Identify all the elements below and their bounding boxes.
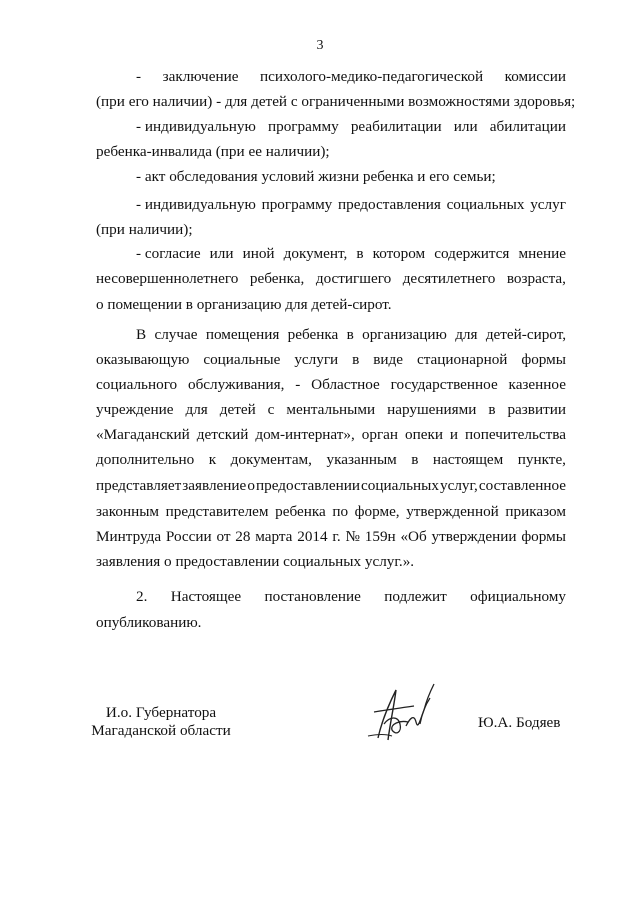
word: в xyxy=(356,245,364,262)
signatory-position-line1: И.о. Губернатора xyxy=(105,704,217,721)
word: социальных xyxy=(446,196,525,213)
word: Минтруда xyxy=(96,528,162,545)
word: Настоящее xyxy=(170,588,242,605)
text-line: ребенка-инвалида (при ее наличии); xyxy=(96,143,330,160)
word: с xyxy=(267,401,275,418)
text-line xyxy=(96,503,566,521)
word: формы xyxy=(521,528,566,545)
word: законным xyxy=(96,503,160,520)
word: абилитации xyxy=(489,118,566,135)
signatory-position xyxy=(86,704,236,740)
word: социальных xyxy=(361,477,439,494)
text-line xyxy=(136,118,566,136)
word: настоящем xyxy=(432,451,504,468)
text-line xyxy=(136,245,566,263)
word: указанным xyxy=(326,451,397,468)
text-line: заявления о предоставлении социальных услуг.». xyxy=(96,553,415,570)
word: формы xyxy=(521,351,566,368)
word: предоставлении xyxy=(256,477,360,494)
word: утверждении xyxy=(431,528,517,545)
signatory-position-line2: Магаданской области xyxy=(91,722,231,739)
word: мнение xyxy=(518,245,566,262)
word: представляет xyxy=(96,477,182,494)
word: опеки xyxy=(405,426,443,443)
word: для xyxy=(185,401,208,418)
word: в xyxy=(488,401,496,418)
word: государственное xyxy=(390,376,498,393)
word: стационарной xyxy=(416,351,508,368)
text-line xyxy=(96,376,566,394)
word: - xyxy=(136,68,142,85)
text-line xyxy=(96,426,566,444)
word: заключение xyxy=(162,68,239,85)
text-line xyxy=(136,588,566,606)
word: социального xyxy=(96,376,178,393)
text-line: (при его наличии) - для детей с ограниченными возможностями здоровья; xyxy=(96,93,576,110)
text-line xyxy=(96,528,566,546)
word: документам, xyxy=(230,451,312,468)
word: услуги xyxy=(294,351,339,368)
word: составленное xyxy=(478,477,566,494)
word: ребенка xyxy=(287,326,339,343)
word: 2014 xyxy=(297,528,328,545)
word: возраста, xyxy=(506,270,566,287)
text-line: о помещении в организацию для детей-сирот. xyxy=(96,296,392,313)
word: ребенка, xyxy=(249,270,305,287)
page-number: 3 xyxy=(316,38,324,53)
text-line xyxy=(96,451,566,469)
text-line xyxy=(136,68,566,86)
word: - xyxy=(295,376,301,393)
word: ментальными xyxy=(286,401,376,418)
handwritten-signature-icon xyxy=(360,680,450,750)
word: орган xyxy=(361,426,399,443)
word: пункте, xyxy=(517,451,566,468)
word: г. xyxy=(332,528,341,545)
word: 28 xyxy=(235,528,251,545)
word: № xyxy=(345,528,360,545)
word: марта xyxy=(255,528,293,545)
word: дополнительно xyxy=(96,451,195,468)
word: предоставления xyxy=(338,196,441,213)
text-line xyxy=(96,401,566,419)
word: детей-сирот, xyxy=(485,326,566,343)
word: услуг xyxy=(530,196,566,213)
word: содержится xyxy=(434,245,510,262)
word: нарушениями xyxy=(387,401,477,418)
word: виде xyxy=(373,351,404,368)
word: для xyxy=(455,326,478,343)
word: в xyxy=(411,451,419,468)
text-line xyxy=(136,326,566,344)
word: психолого-медико-педагогической xyxy=(259,68,484,85)
word: детей xyxy=(219,401,256,418)
text-line xyxy=(96,477,566,495)
word: детский xyxy=(196,426,249,443)
word: официальному xyxy=(470,588,566,605)
word: оказывающую xyxy=(96,351,190,368)
word: - индивидуальную xyxy=(136,118,256,135)
word: заявление xyxy=(182,477,247,494)
word: представителем xyxy=(165,503,269,520)
word: в xyxy=(352,351,360,368)
word: обслуживания, xyxy=(187,376,285,393)
word: котором xyxy=(372,245,426,262)
word: дом-интернат», xyxy=(255,426,355,443)
word: организацию xyxy=(362,326,447,343)
word: помещения xyxy=(205,326,280,343)
text-line: - акт обследования условий жизни ребенка и его семьи; xyxy=(136,168,496,185)
word: В xyxy=(136,326,147,343)
text-line xyxy=(96,270,566,288)
signatory-name: Ю.А. Бодяев xyxy=(478,714,561,731)
word: несовершеннолетнего xyxy=(96,270,239,287)
word: о xyxy=(247,477,255,494)
word: десятилетнего xyxy=(402,270,496,287)
text-line xyxy=(96,351,566,369)
word: - индивидуальную xyxy=(136,196,256,213)
word: от xyxy=(216,528,231,545)
word: иной xyxy=(242,245,275,262)
word: или xyxy=(453,118,478,135)
word: социальные xyxy=(203,351,281,368)
word: услуг, xyxy=(440,477,478,494)
word: к xyxy=(208,451,217,468)
word: ребенка xyxy=(275,503,326,520)
word: подлежит xyxy=(384,588,447,605)
word: реабилитации xyxy=(350,118,442,135)
word: «Магаданский xyxy=(96,426,190,443)
word: форме, xyxy=(354,503,400,520)
word: России xyxy=(165,528,212,545)
word: развитии xyxy=(507,401,566,418)
word: «Об xyxy=(400,528,427,545)
word: учреждение xyxy=(96,401,174,418)
text-line: опубликованию. xyxy=(96,614,202,631)
word: приказом xyxy=(505,503,566,520)
word: постановление xyxy=(264,588,361,605)
word: достигшего xyxy=(315,270,392,287)
word: случае xyxy=(154,326,198,343)
word: 2. xyxy=(136,588,148,605)
word: утвержденной xyxy=(406,503,499,520)
word: попечительства xyxy=(465,426,566,443)
word: программу xyxy=(267,118,339,135)
word: казенное xyxy=(508,376,566,393)
word: - согласие xyxy=(136,245,201,262)
word: программу xyxy=(261,196,333,213)
text-line: (при наличии); xyxy=(96,221,193,238)
word: или xyxy=(209,245,234,262)
word: 159н xyxy=(364,528,396,545)
word: Областное xyxy=(311,376,380,393)
text-line xyxy=(136,196,566,214)
word: в xyxy=(346,326,354,343)
word: комиссии xyxy=(504,68,566,85)
word: по xyxy=(332,503,349,520)
word: и xyxy=(449,426,459,443)
word: документ, xyxy=(283,245,348,262)
